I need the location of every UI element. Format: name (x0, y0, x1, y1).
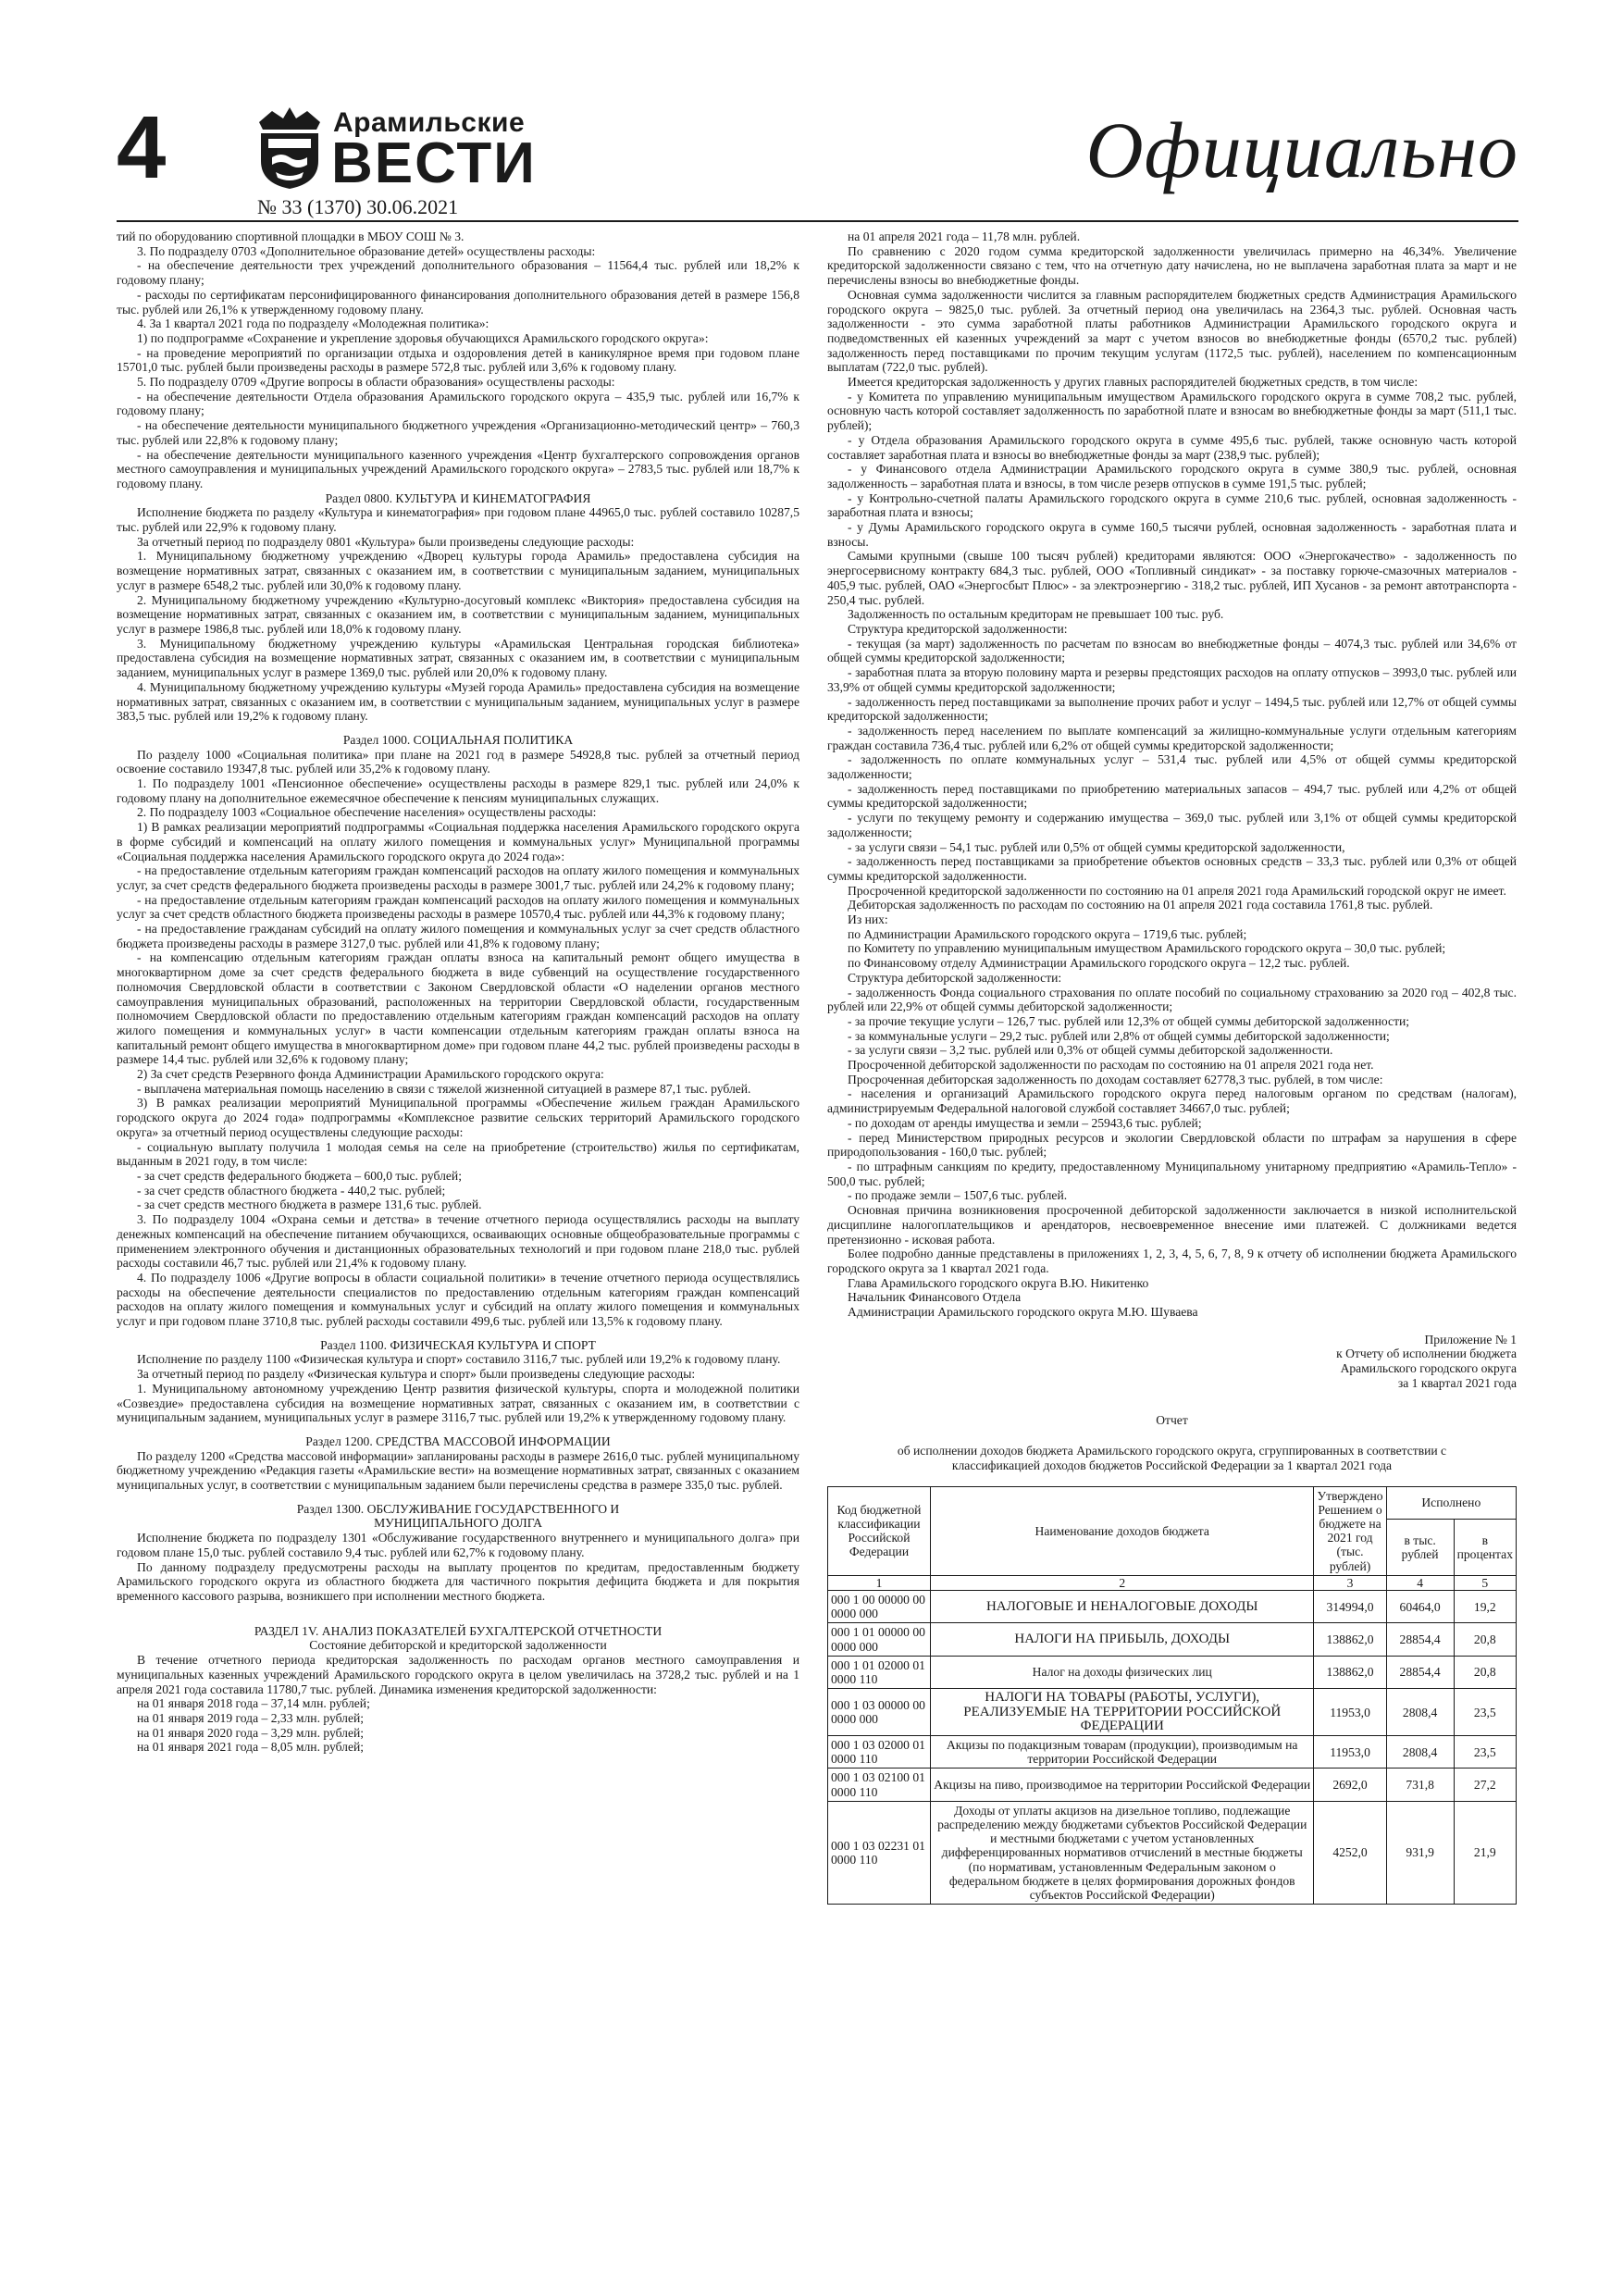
paragraph: За отчетный период по подразделу 0801 «Культура» были произведены следующие расходы: (137, 534, 635, 549)
paragraph: По разделу 1200 «Средства массовой информации» запланированы расходы в размере 2616,0 тыс. рублей муниципальному бюджетному учреждению «Редакция газеты «Арамильские вести» на возмещение нормативных затрат, связанных с оказанием муниципальных услуг, в соответствии с муниципальным заданием были перечислены средства в размере 335,0 тыс. рублей. (117, 1448, 799, 1493)
paragraph: - задолженность Фонда социального страхования по оплате пособий по социальному страхованию за 2020 год – 402,8 тыс. рублей или 22,9% от общей суммы дебиторской задолженности; (827, 985, 1517, 1014)
paragraph: - у Отдела образования Арамильского городского округа в сумме 495,6 тыс. рублей, также основную часть которой составляет заработная плата и взносы во внебюджетные фонды за март (238,9 тыс. рублей); (827, 432, 1517, 462)
row-code: 000 1 00 00000 00 0000 000 (828, 1591, 931, 1623)
paragraph: - на обеспечение деятельности Отдела образования Арамильского городского округа – 435,9 тыс. рублей или 16,7% к годовому плану; (117, 389, 799, 418)
paragraph: - за счет средств федерального бюджета – 600,0 тыс. рублей; (137, 1169, 462, 1183)
paragraph: 4. По подразделу 1006 «Другие вопросы в области социальной политики» в течение отчетного периода осуществлялись расходы на обеспечение деятельности специалистов по предоставлению отдельным категориям граждан компенсаций расходов на оплату жилого помещения и коммунальных услуг и субсидий на оплату жилого помещения и коммунальных услуг и при годовом плане 3710,8 тыс. рублей расходы составили 499,6 тыс. рублей или 13,5% к годовому плану. (117, 1270, 799, 1329)
paragraph: Исполнение бюджета по разделу «Культура и кинематография» при годовом плане 44965,0 тыс. рублей составило 10287,5 тыс. рублей или 22,9% к годовому плану. (117, 505, 799, 535)
paragraph: на 01 января 2020 года – 3,29 млн. рублей; (137, 1725, 365, 1740)
report-subtitle-line: классификацией доходов бюджетов Российской Федерации за 1 квартал 2021 года (951, 1458, 1393, 1472)
left-column (117, 230, 799, 1755)
row-approved: 2692,0 (1314, 1769, 1386, 1801)
appendix-line: за 1 квартал 2021 года (1397, 1375, 1517, 1390)
column-header-pct: в процентах (1454, 1519, 1516, 1575)
column-index: 3 (1314, 1575, 1386, 1590)
column-header-name: Наименование доходов бюджета (931, 1486, 1314, 1575)
row-executed: 931,9 (1386, 1801, 1454, 1904)
paragraph: 2) За счет средств Резервного фонда Администрации Арамильского городского округа: (137, 1067, 604, 1082)
paragraph: - задолженность по оплате коммунальных услуг – 531,4 тыс. рублей или 4,5% от общей суммы кредиторской задолженности; (827, 752, 1517, 782)
signature-finance: Администрации Арамильского городского округа М.Ю. Шуваева (848, 1305, 1198, 1320)
paragraph: - на компенсацию отдельным категориям граждан оплаты взноса на капитальный ремонт общего имущества в многоквартирном доме за счет средств федерального бюджета в виде субвенций на осуществление государственного полномочия Свердловской области в соответствии с Законом Свердловской области «О наделении органов местного самоуправления муниципальных образований, расположенных на территории Свердловской области, государственным полномочием Свердловской области по предоставлению отдельным категориям граждан компенсаций расходов на оплату жилого помещения и коммунальных услуг» в части компенсации отдельным категориям граждан оплаты взноса на капитальный ремонт общего имущества в многоквартирном доме» при годовом плане 44,2 тыс. рублей произведены расходы в размере 14,4 тыс. рублей или 32,6% к годовому плану; (117, 950, 799, 1067)
row-approved: 138862,0 (1314, 1656, 1386, 1688)
paragraph: - на обеспечение деятельности трех учреждений дополнительного образования – 11564,4 тыс. рублей или 18,2% к годовому плану; (117, 258, 799, 288)
row-percent: 21,9 (1454, 1801, 1516, 1904)
column-header-rub: в тыс. рублей (1386, 1519, 1454, 1575)
paragraph: - населения и организаций Арамильского городского округа перед налоговым органом по средствам (налогам), администрируемым Федеральной налоговой службой составляет 34667,0 тыс. рублей; (827, 1086, 1517, 1116)
paragraph: 1) по подпрограмме «Сохранение и укрепление здоровья обучающихся Арамильского городского округа»: (137, 330, 709, 345)
paragraph: на 01 января 2018 года – 37,14 млн. рублей; (137, 1696, 370, 1711)
paragraph: Структура кредиторской задолженности: (848, 621, 1068, 636)
row-percent: 20,8 (1454, 1656, 1516, 1688)
paragraph: - на проведение мероприятий по организации отдыха и оздоровления детей в каникулярное время при годовом плане 15701,0 тыс. рублей были произведены расходы в размере 572,8 тыс. рублей или 3,6% к годовому плану. (117, 345, 799, 375)
column-index: 1 (828, 1575, 931, 1590)
row-approved: 138862,0 (1314, 1623, 1386, 1656)
paragraph: - текущая (за март) задолженность по расчетам по взносам во внебюджетные фонды – 4074,3 тыс. рублей или 34,6% от общей суммы кредиторской задолженности; (827, 636, 1517, 665)
paragraph: тий по оборудованию спортивной площадки в МБОУ СОШ № 3. (117, 230, 465, 243)
section-title: Официально (1085, 105, 1518, 194)
paragraph: По сравнению с 2020 годом сумма кредиторской задолженности увеличилась примерно на 46,34%. Увеличение кредиторской задолженности связано с тем, что на отчетную дату начислена, но не выплачена заработная плата за март и не перечислены взносы во внебюджетные фонды. (827, 243, 1517, 288)
row-name: Акцизы на пиво, производимое на территории Российской Федерации (931, 1769, 1314, 1801)
paragraph: 1. Муниципальному бюджетному учреждению «Дворец культуры города Арамиль» предоставлена субсидия на возмещение нормативных затрат, связанных с оказанием им, в соответствии с муниципальным заданием, муниципальных услуг в размере 6548,2 тыс. рублей или 30,0% к годовому плану. (117, 549, 799, 592)
paragraph: - за счет средств областного бюджета - 440,2 тыс. рублей; (137, 1183, 446, 1198)
appendix-note (827, 1333, 1517, 1391)
issue-number: № 33 (1370) 30.06.2021 (257, 195, 459, 218)
paragraph: По разделу 1000 «Социальная политика» при плане на 2021 год в размере 54928,8 тыс. рублей за отчетный период освоение составило 19347,8 тыс. рублей или 35,2% к годовому плану. (117, 747, 799, 776)
paragraph: - у Комитета по управлению муниципальным имуществом Арамильского городского округа в сумме 708,2 тыс. рублей, основную часть которой составляет задолженность по заработной плате и взносам во внебюджетные фонды за март (511,1 тыс. рублей); (827, 389, 1517, 433)
paragraph: 2. Муниципальному бюджетному учреждению «Культурно-досуговый комплекс «Виктория» предоставлена субсидия на возмещение нормативных затрат, связанных с оказанием им, в соответствии с муниципальным заданием, муниципальных услуг в размере 1986,8 тыс. рублей или 18,0% к годовому плану. (117, 592, 799, 636)
appendix-line: к Отчету об исполнении бюджета (1336, 1347, 1517, 1361)
column-index: 2 (931, 1575, 1314, 1590)
right-column (827, 230, 1517, 1905)
paragraph: - социальную выплату получила 1 молодая семья на селе на приобретение (строительство) жилья по сертификатам, выданным в 2021 году, в том числе: (117, 1139, 799, 1169)
row-name: Акцизы по подакцизным товарам (продукции), производимым на территории Российской Федерации (931, 1735, 1314, 1768)
row-code: 000 1 03 02231 01 0000 110 (828, 1801, 931, 1904)
paragraph: - за счет средств местного бюджета в размере 131,6 тыс. рублей. (137, 1198, 482, 1212)
paragraph: - задолженность перед поставщиками за приобретение объектов основных средств – 33,3 тыс. рублей или 0,3% от общей суммы кредиторской задолженности. (827, 854, 1517, 883)
revenue-table (827, 1486, 1517, 1905)
column-index-row (828, 1575, 1517, 1590)
paragraph: Основная сумма задолженности числится за главным распорядителем бюджетных средств Администрация Арамильского городского округа – 9825,0 тыс. рублей. За отчетный период она увеличилась на 2364,3 тыс. рублей. Основная часть задолженности - это сумма заработной платы работников Администрации Арамильского городского округа и подведомственных ей казенных учреждений за март с учетом взносов во внебюджетные фонды (6570,2 тыс. рублей) задолженность перед поставщиками по прочим текущим услугам (1172,5 тыс. рублей), населением по компенсационным выплатам (722,0 тыс. рублей). (827, 287, 1517, 375)
row-executed: 28854,4 (1386, 1656, 1454, 1688)
page-number: 4 (117, 98, 167, 197)
section-heading: Состояние дебиторской и кредиторской задолженности (309, 1638, 607, 1653)
paragraph: по Финансовому отделу Администрации Арамильского городского округа – 12,2 тыс. рублей. (848, 956, 1350, 971)
paragraph: по Комитету по управлению муниципальным имуществом Арамильского городского округа – 30,0 тыс. рублей; (848, 941, 1446, 956)
paragraph: на 01 января 2021 года – 8,05 млн. рублей; (137, 1740, 365, 1755)
table-row (828, 1623, 1517, 1656)
report-subtitle (827, 1444, 1517, 1472)
paragraph: Дебиторская задолженность по расходам по состоянию на 01 апреля 2021 года составила 1761,8 тыс. рублей. (848, 898, 1433, 912)
paragraph: Основная причина возникновения просроченной дебиторской задолженности заключается в низкой исполнительской дисциплине налогоплательщиков и арендаторов, несвоевременное внесение ими платежей. С должниками ведется претензионно - исковая работа. (827, 1203, 1517, 1247)
paragraph: - задолженность перед населением по выплате компенсаций за жилищно-коммунальные услуги отдельным категориям граждан составила 736,4 тыс. рублей или 6,2% от общей суммы кредиторской задолженности; (827, 723, 1517, 752)
paragraph: - у Финансового отдела Администрации Арамильского городского округа в сумме 380,9 тыс. рублей, основная задолженность – заработная плата и взносы, в том числе резерв отпусков в сумме 191,5 тыс. рублей; (827, 462, 1517, 490)
column-header-code: Код бюджетной классификации Российской Федерации (828, 1486, 931, 1575)
paragraph: 1) В рамках реализации мероприятий подпрограммы «Социальная поддержка населения Арамильского городского округа в форме субсидий и компенсаций на оплату жилого помещения и коммунальных услуг» Муниципальной программы «Социальная поддержка населения Арамильского городского округа до 2024 года»: (117, 820, 799, 863)
paragraph: За отчетный период по разделу «Физическая культура и спорт» были произведены следующие расходы: (137, 1367, 696, 1382)
section-heading: МУНИЦИПАЛЬНОГО ДОЛГА (374, 1516, 542, 1531)
row-executed: 28854,4 (1386, 1623, 1454, 1656)
row-executed: 2808,4 (1386, 1689, 1454, 1736)
logo-main-text: ВЕСТИ (331, 131, 537, 195)
section-heading: Раздел 1000. СОЦИАЛЬНАЯ ПОЛИТИКА (342, 732, 574, 747)
paragraph: 4. За 1 квартал 2021 года по подразделу «Молодежная политика»: (137, 316, 489, 331)
row-executed: 2808,4 (1386, 1735, 1454, 1768)
row-code: 000 1 01 00000 00 0000 000 (828, 1623, 931, 1656)
appendix-line: Приложение № 1 (1424, 1332, 1517, 1347)
paragraph: - перед Министерством природных ресурсов и экологии Свердловской области по штрафам за нарушения в сфере природопользования - 160,0 тыс. рублей; (827, 1130, 1517, 1160)
section-heading: Раздел 1200. СРЕДСТВА МАССОВОЙ ИНФОРМАЦИИ (305, 1433, 611, 1448)
coat-of-arms-icon (255, 105, 324, 191)
section-heading: РАЗДЕЛ 1V. АНАЛИЗ ПОКАЗАТЕЛЕЙ БУХГАЛТЕРСКОЙ ОТЧЕТНОСТИ (254, 1623, 663, 1638)
header-rule (117, 220, 1518, 222)
paragraph: на 01 апреля 2021 года – 11,78 млн. рублей. (848, 230, 1081, 243)
paragraph: - на обеспечение деятельности муниципального казенного учреждения «Центр бухгалтерского сопровождения органов местного самоуправления и муниципальных учреждений Арамильского городского округа» – 2783,5 тыс. рублей или 18,7% к годовому плану. (117, 447, 799, 490)
paragraph: на 01 января 2019 года – 2,33 млн. рублей; (137, 1710, 365, 1725)
paragraph: 3) В рамках реализации мероприятий Муниципальной программы «Обеспечение жильем граждан Арамильского городского округа до 2024 года» подпрограммы «Комплексное развитие сельских территорий Арамильского городского округа» за отчетный период осуществлены следующие расходы: (117, 1096, 799, 1139)
paragraph: 3. По подразделу 1004 «Охрана семьи и детства» в течение отчетного периода осуществлялись расходы на выплату денежных компенсаций на обеспечение питанием обучающихся, осваивающих основные общеобразовательные программы с применением электронного обучения и дистанционных образовательных технологий и при годовом плане 218,0 тыс. рублей расходы составили 46,7 тыс. рублей или 21,4% к годовому плану. (117, 1212, 799, 1271)
row-percent: 20,8 (1454, 1623, 1516, 1656)
row-code: 000 1 03 02000 01 0000 110 (828, 1735, 931, 1768)
paragraph: - по продаже земли – 1507,6 тыс. рублей. (848, 1188, 1068, 1203)
paragraph: - заработная плата за вторую половину марта и резервы предстоящих расходов на оплату отпусков – 3993,0 тыс. рублей или 33,9% от общей суммы кредиторской задолженности; (827, 665, 1517, 694)
paragraph: - на предоставление отдельным категориям граждан компенсаций расходов на оплату жилого помещения и коммунальных услуг, за счет средств федерального бюджета произведены расходы в размере 3001,7 тыс. рублей или 24,2% к годовому плану; (117, 863, 799, 892)
paragraph: Исполнение по разделу 1100 «Физическая культура и спорт» составило 3116,7 тыс. рублей или 19,2% к годовому плану. (137, 1352, 781, 1367)
paragraph: Самыми крупными (свыше 100 тысяч рублей) кредиторами являются: ООО «Энергокачество» - задолженность по энергосервисному контракту 684,3 тыс. рублей, ООО «Топливный синдикат» - за поставку горюче-смазочных материалов - 405,9 тыс. рублей, ОАО «Энергосбыт Плюс» - за электроэнергию - 318,2 тыс. рублей, ИП Хусанов - за ремонт автотранспорта - 250,4 тыс. рублей. (827, 549, 1517, 607)
paragraph: 1. Муниципальному автономному учреждению Центр развития физической культуры, спорта и молодежной политики «Созвездие» предоставлена субсидия на возмещение нормативных затрат, связанных с оказанием им, в соответствии с муниципальным заданием, муниципальных услуг в размере 3116,7 тыс. рублей или 19,2% к утвержденному годовому плану. (117, 1381, 799, 1425)
paragraph: Просроченной дебиторской задолженности по расходам по состоянию на 01 апреля 2021 года нет. (848, 1058, 1374, 1073)
table-row (828, 1689, 1517, 1736)
table-row (828, 1735, 1517, 1768)
paragraph: В течение отчетного периода кредиторская задолженность по расходам органов местного самоуправления и муниципальных казенных учреждений Арамильского городского округа в целом увеличилась на 3728,2 тыс. рублей и на 1 апреля 2021 года составила 11780,7 тыс. рублей. Динамика изменения кредиторской задолженности: (117, 1653, 799, 1696)
row-approved: 11953,0 (1314, 1735, 1386, 1768)
section-heading: Раздел 1300. ОБСЛУЖИВАНИЕ ГОСУДАРСТВЕННОГО И (296, 1501, 620, 1516)
row-executed: 60464,0 (1386, 1591, 1454, 1623)
column-header-approved: Утверждено Решением о бюджете на 2021 год (тыс. рублей) (1314, 1486, 1386, 1575)
row-approved: 11953,0 (1314, 1689, 1386, 1736)
paragraph: по Администрации Арамильского городского округа – 1719,6 тыс. рублей; (848, 926, 1247, 941)
row-approved: 4252,0 (1314, 1801, 1386, 1904)
paragraph: 3. Муниципальному бюджетному учреждению культуры «Арамильская Центральная городская библиотека» предоставлена субсидия на возмещение нормативных затрат, связанных с оказанием им, в соответствии с муниципальным заданием, муниципальных услуг в размере 1369,0 тыс. рублей или 20,0% к годовому плану. (117, 636, 799, 680)
paragraph: - задолженность перед поставщиками за выполнение прочих работ и услуг – 1494,5 тыс. рублей или 12,7% от общей суммы кредиторской задолженности; (827, 694, 1517, 724)
paragraph: 5. По подразделу 0709 «Другие вопросы в области образования» осуществлены расходы: (137, 375, 615, 390)
row-percent: 27,2 (1454, 1769, 1516, 1801)
signature-head: Глава Арамильского городского округа В.Ю. Никитенко (848, 1275, 1149, 1290)
paragraph: - на предоставление гражданам субсидий на оплату жилого помещения и коммунальных услуг за счет средств областного бюджета произведены расходы в размере 3127,0 тыс. рублей или 41,8% к годовому плану; (117, 922, 799, 950)
paragraph: - задолженность перед поставщиками по приобретению материальных запасов – 494,7 тыс. рублей или 4,2% от общей суммы кредиторской задолженности; (827, 781, 1517, 811)
row-name: Доходы от уплаты акцизов на дизельное топливо, подлежащие распределению между бюджетами субъектов Российской Федерации и местными бюджетами с учетом установленных дифференцированных нормативов отчислений в местные бюджеты (по нормативам, установленным Федеральным законом о федеральном бюджете в целях формирования дорожных фондов субъектов Российской Федерации) (931, 1801, 1314, 1904)
paragraph: - за прочие текущие услуги – 126,7 тыс. рублей или 12,3% от общей суммы дебиторской задолженности; (848, 1013, 1410, 1028)
paragraph: Просроченная дебиторская задолженность по доходам составляет 62778,3 тыс. рублей, в том числе: (848, 1072, 1383, 1086)
row-percent: 23,5 (1454, 1735, 1516, 1768)
row-name: НАЛОГИ НА ТОВАРЫ (РАБОТЫ, УСЛУГИ), РЕАЛИЗУЕМЫЕ НА ТЕРРИТОРИИ РОССИЙСКОЙ ФЕДЕРАЦИИ (931, 1689, 1314, 1736)
column-index: 4 (1386, 1575, 1454, 1590)
row-name: НАЛОГОВЫЕ И НЕНАЛОГОВЫЕ ДОХОДЫ (931, 1591, 1314, 1623)
paragraph: - на обеспечение деятельности муниципального бюджетного учреждения «Организационно-методический центр» – 760,3 тыс. рублей или 22,8% к годовому плану; (117, 418, 799, 447)
column-index: 5 (1454, 1575, 1516, 1590)
row-code: 000 1 03 02100 01 0000 110 (828, 1769, 931, 1801)
paragraph: - у Контрольно-счетной палаты Арамильского городского округа в сумме 210,6 тыс. рублей, основная задолженность - заработная плата и взносы; (827, 490, 1517, 520)
table-row (828, 1769, 1517, 1801)
row-approved: 314994,0 (1314, 1591, 1386, 1623)
row-name: НАЛОГИ НА ПРИБЫЛЬ, ДОХОДЫ (931, 1623, 1314, 1656)
paragraph: 4. Муниципальному бюджетному учреждению культуры «Музей города Арамиль» предоставлена субсидия на возмещение нормативных затрат, связанных с оказанием им, в соответствии с муниципальным заданием, муниципальных услуг в размере 383,5 тыс. рублей или 19,2% к годовому плану. (117, 679, 799, 724)
newspaper-logo (255, 105, 607, 194)
paragraph: - по штрафным санкциям по кредиту, предоставленному Муниципальному унитарному предприятию «Арамиль-Тепло» - 500,0 тыс. рублей; (827, 1160, 1517, 1188)
paragraph: Исполнение бюджета по подразделу 1301 «Обслуживание государственного внутреннего и муниципального долга» при годовом плане 15,0 тыс. рублей составило 9,4 тыс. рублей или 62,7% к годовому плану. (117, 1531, 799, 1559)
paragraph: - услуги по текущему ремонту и содержанию имущества – 369,0 тыс. рублей или 3,1% от общей суммы кредиторской задолженности; (827, 811, 1517, 839)
column-header-executed: Исполнено (1386, 1486, 1516, 1519)
row-code: 000 1 01 02000 01 0000 110 (828, 1656, 931, 1688)
paragraph: Структура дебиторской задолженности: (848, 970, 1062, 985)
table-row (828, 1591, 1517, 1623)
paragraph: - за коммунальные услуги – 29,2 тыс. рублей или 2,8% от общей суммы дебиторской задолженности; (848, 1028, 1390, 1043)
paragraph: По данному подразделу предусмотрены расходы на выплату процентов по кредитам, предоставленным бюджету Арамильского городского округа из областного бюджета для частичного покрытия дефицита бюджета и для покрытия временного кассового разрыва, возникшего при исполнении местного бюджета. (117, 1559, 799, 1603)
paragraph: Из них: (848, 912, 888, 927)
row-percent: 23,5 (1454, 1689, 1516, 1736)
paragraph: - по доходам от аренды имущества и земли – 25943,6 тыс. рублей; (848, 1115, 1202, 1130)
paragraph: 1. По подразделу 1001 «Пенсионное обеспечение» осуществлены расходы в размере 829,1 тыс. рублей или 24,0% к годовому плану на дополнительное ежемесячное обеспечение к пенсиям муниципальных служащих. (117, 776, 799, 805)
table-row (828, 1801, 1517, 1904)
paragraph: - выплачена материальная помощь населению в связи с тяжелой жизненной ситуацией в размере 87,1 тыс. рублей. (137, 1081, 751, 1096)
paragraph: - на предоставление отдельным категориям граждан компенсаций расходов на оплату жилого помещения и коммунальных услуг за счет средств областного бюджета произведены расходы в размере 10570,4 тыс. рублей или 44,3% к годовому плану; (117, 892, 799, 922)
masthead (117, 100, 1518, 225)
paragraph: - за услуги связи – 54,1 тыс. рублей или 0,5% от общей суммы кредиторской задолженности, (848, 839, 1345, 854)
appendix-line: Арамильского городского округа (1340, 1361, 1517, 1376)
paragraph: Более подробно данные представлены в приложениях 1, 2, 3, 4, 5, 6, 7, 8, 9 к отчету об исполнении бюджета Арамильского городского округа за 1 квартал 2021 года. (827, 1247, 1517, 1275)
section-heading: Раздел 1100. ФИЗИЧЕСКАЯ КУЛЬТУРА И СПОРТ (320, 1337, 596, 1352)
report-title: Отчет (1156, 1412, 1188, 1427)
table-row (828, 1656, 1517, 1688)
logo-top-text: Арамильские (333, 107, 526, 138)
paragraph: - за услуги связи – 3,2 тыс. рублей или 0,3% от общей суммы дебиторской задолженности. (848, 1043, 1333, 1058)
row-percent: 19,2 (1454, 1591, 1516, 1623)
row-code: 000 1 03 00000 00 0000 000 (828, 1689, 931, 1736)
paragraph: Задолженность по остальным кредиторам не превышает 100 тыс. руб. (848, 607, 1224, 622)
paragraph: 2. По подразделу 1003 «Социальное обеспечение населения» осуществлены расходы: (137, 805, 597, 820)
report-subtitle-line: об исполнении доходов бюджета Арамильского городского округа, сгруппированных в соответствии с (897, 1444, 1447, 1458)
paragraph: Имеется кредиторская задолженность у других главных распорядителей бюджетных средств, в том числе: (848, 375, 1419, 390)
paragraph: Просроченной кредиторской задолженности по состоянию на 01 апреля 2021 года Арамильский городской округ не имеет. (848, 883, 1506, 898)
paragraph: - расходы по сертификатам персонифицированного финансирования дополнительного образования детей в размере 156,8 тыс. рублей или 26,1% к утвержденному годовому плану. (117, 287, 799, 316)
paragraph: - у Думы Арамильского городского округа в сумме 160,5 тысячи рублей, основная задолженность - заработная плата и взносы. (827, 520, 1517, 549)
row-executed: 731,8 (1386, 1769, 1454, 1801)
row-name: Налог на доходы физических лиц (931, 1656, 1314, 1688)
section-heading: Раздел 0800. КУЛЬТУРА И КИНЕМАТОГРАФИЯ (325, 490, 591, 505)
signature-finance-title: Начальник Финансового Отдела (848, 1290, 1022, 1305)
paragraph: 3. По подразделу 0703 «Дополнительное образование детей» осуществлены расходы: (137, 243, 596, 258)
